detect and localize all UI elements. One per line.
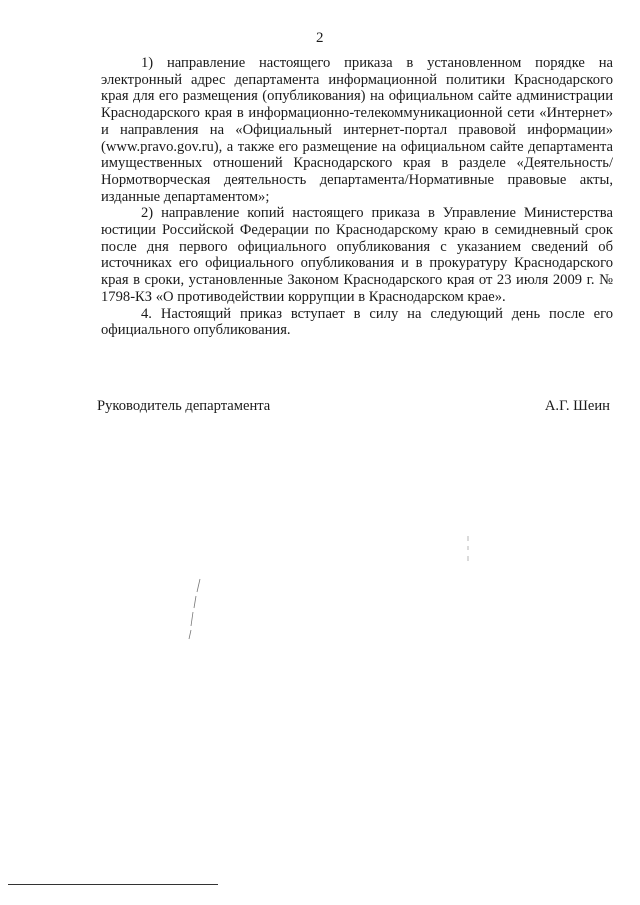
scan-artifact-mark — [188, 578, 202, 640]
signatory-name: А.Г. Шеин — [544, 398, 610, 414]
page-number: 2 — [316, 30, 324, 46]
paragraph-item-4: 4. Настоящий приказ вступает в силу на следующий день после его официального опубликования. — [101, 305, 613, 339]
paragraph-item-1: 1) направление настоящего приказа в установленном порядке на электронный адрес департамента информационной политики Краснодарского края для его размещения (опубликования) на официальном сайте администрации Краснодарского края в информационно-телекоммуникационной сети «Интернет» и направления на «Официальный интернет-портал правовой информации» (www.pravo.gov.ru), а также его размещение на официальном сайте департамента имущественных отношений Краснодарского края в разделе «Деятельность/Нормотворческая деятельность департамента/Нормативные правовые акты, изданные департаментом»; — [101, 55, 613, 205]
scan-artifact-dot — [466, 536, 470, 562]
document-body — [101, 55, 613, 339]
paragraph-item-2: 2) направление копий настоящего приказа в Управление Министерства юстиции Российской Федерации по Краснодарскому краю в семидневный срок после дня первого официального опубликования с указанием сведений об источниках его официального опубликования и в прокуратуру Краснодарского края в сроки, установленные Законом Краснодарского края от 23 июля 2009 г. № 1798-КЗ «О противодействии коррупции в Краснодарском крае». — [101, 205, 613, 305]
footer-rule — [8, 884, 218, 885]
signatory-role: Руководитель департамента — [97, 398, 271, 414]
